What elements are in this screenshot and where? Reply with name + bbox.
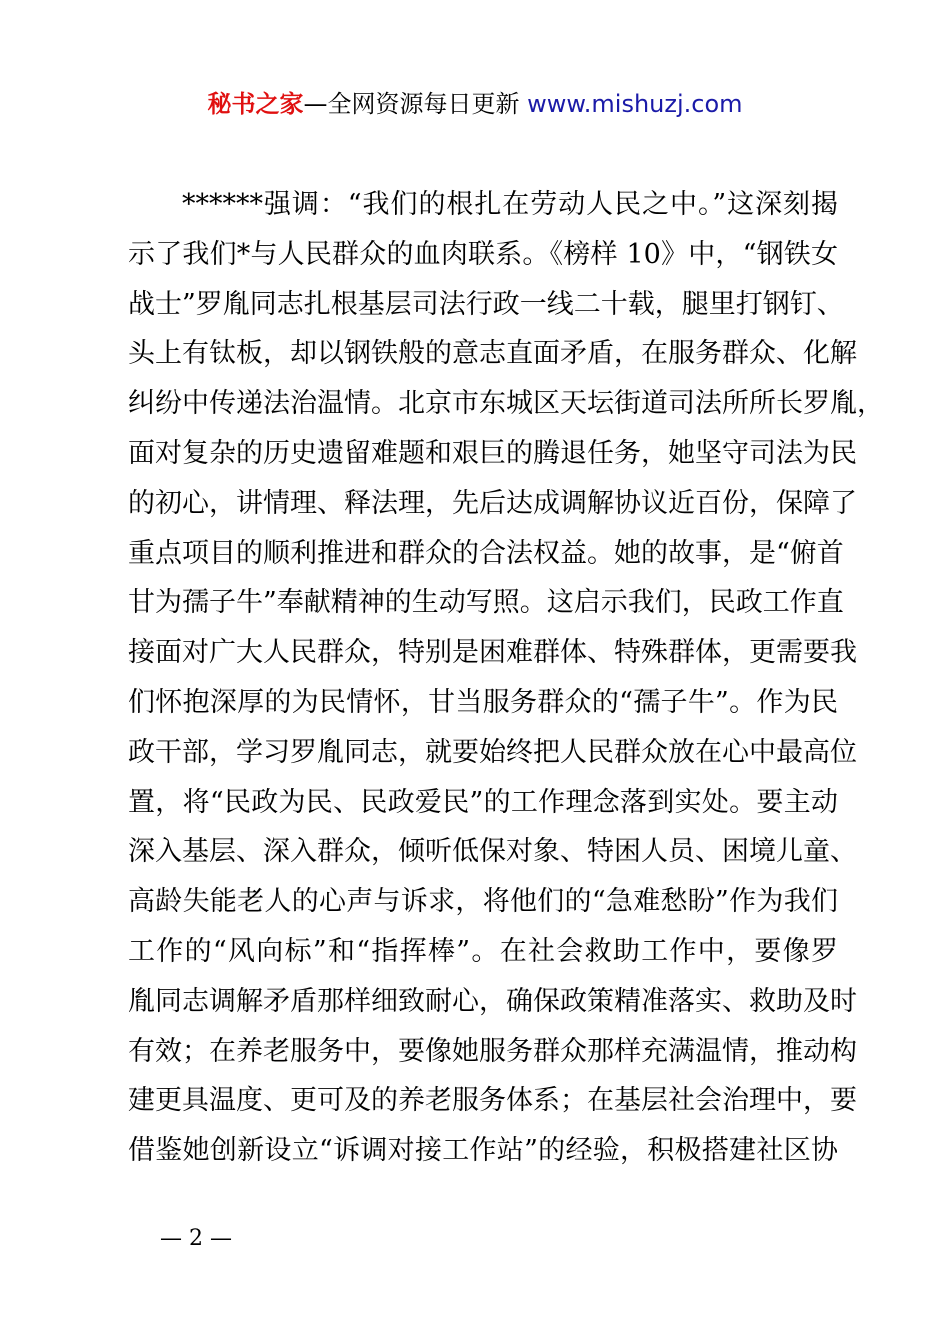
body-line: ******强调：“我们的根扎在劳动人民之中。”这深刻揭 bbox=[182, 189, 838, 220]
header-url-link[interactable]: www.mishuzj.com bbox=[527, 90, 743, 118]
body-line: 建更具温度、更可及的养老服务体系；在基层社会治理中，要 bbox=[128, 1085, 857, 1117]
body-line: 面对复杂的历史遗留难题和艰巨的腾退任务，她坚守司法为民 bbox=[128, 437, 857, 469]
header-tagline: 全网资源每日更新 bbox=[327, 90, 520, 118]
body-line: 接面对广大人民群众，特别是困难群体、特殊群体，更需要我 bbox=[128, 637, 857, 669]
body-line: 高龄失能老人的心声与诉求，将他们的“急难愁盼”作为我们 bbox=[128, 886, 838, 918]
body-line: 纠纷中传递法治温情。北京市东城区天坛街道司法所所长罗胤， bbox=[128, 388, 884, 420]
body-line: 工作的“风向标”和“指挥棒”。在社会救助工作中，要像罗 bbox=[128, 935, 838, 967]
body-line: 示了我们*与人民群众的血肉联系。《榜样 10》中，“钢铁女 bbox=[128, 238, 838, 270]
body-line: 们怀抱深厚的为民情怀，甘当服务群众的“孺子牛”。作为民 bbox=[128, 686, 838, 718]
header-brand: 秘书之家 bbox=[207, 90, 304, 118]
body-line: 政干部，学习罗胤同志，就要始终把人民群众放在心中最高位 bbox=[128, 736, 857, 768]
body-line: 深入基层、深入群众，倾听低保对象、特困人员、困境儿童、 bbox=[128, 836, 857, 868]
header-separator: — bbox=[303, 90, 328, 118]
body-line: 有效；在养老服务中，要像她服务群众那样充满温情，推动构 bbox=[128, 1035, 857, 1067]
page-number: — 2 — bbox=[160, 1226, 232, 1251]
body-line: 甘为孺子牛”奉献精神的生动写照。这启示我们，民政工作直 bbox=[128, 587, 844, 619]
page-header bbox=[0, 86, 950, 122]
body-line: 战士”罗胤同志扎根基层司法行政一线二十载，腿里打钢钉、 bbox=[128, 288, 844, 320]
body-line: 胤同志调解矛盾那样细致耐心，确保政策精准落实、救助及时 bbox=[128, 985, 857, 1017]
body-line: 置，将“民政为民、民政爱民”的工作理念落到实处。要主动 bbox=[128, 786, 838, 818]
body-line: 头上有钛板，却以钢铁般的意志直面矛盾，在服务群众、化解 bbox=[128, 338, 857, 370]
body-line: 的初心，讲情理、释法理，先后达成调解协议近百份，保障了 bbox=[128, 487, 857, 519]
body-paragraph bbox=[128, 180, 884, 1176]
body-line: 重点项目的顺利推进和群众的合法权益。她的故事，是“俯首 bbox=[128, 537, 844, 569]
body-line: 借鉴她创新设立“诉调对接工作站”的经验，积极搭建社区协 bbox=[128, 1135, 838, 1167]
